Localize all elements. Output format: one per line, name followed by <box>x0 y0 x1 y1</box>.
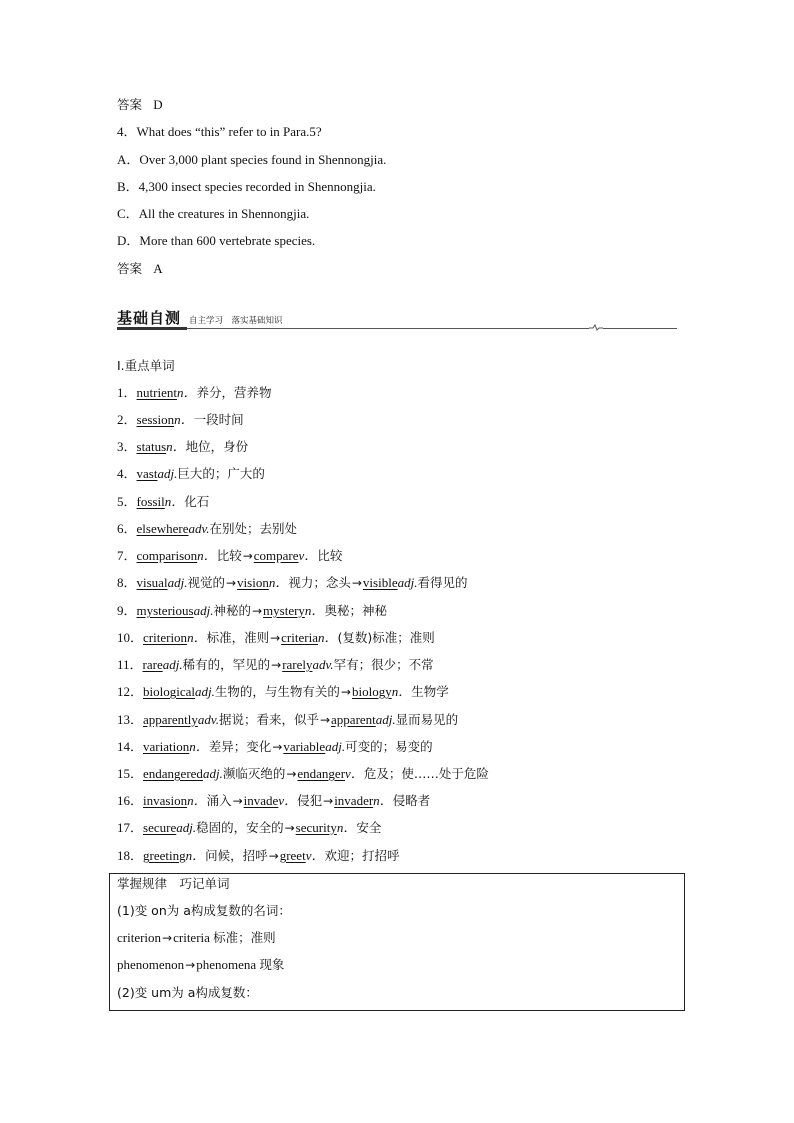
section-rule <box>187 328 677 329</box>
vocab-number: 17． <box>117 820 144 835</box>
vocab-item <box>117 385 271 401</box>
vocab-pos: adj. <box>176 820 197 835</box>
vocab-word: endangered <box>143 766 203 781</box>
vocab-derived-meaning: 可变的；易变的 <box>345 739 433 754</box>
vocab-word: nutrient <box>136 385 177 400</box>
vocab-derived-word: criteria <box>281 630 318 645</box>
vocab-number: 12． <box>117 684 144 699</box>
vocab-word: mysterious <box>136 603 194 618</box>
vocab-pos: n． <box>189 739 209 754</box>
vocab-word: status <box>136 439 167 454</box>
vocab-derived-meaning: 罕有；很少；不常 <box>333 657 434 672</box>
vocab-derived-word: variable <box>283 739 326 754</box>
vocab-derived-pos: n． <box>317 630 338 645</box>
vocab-derived-word: invader <box>334 793 374 808</box>
vocab-pos: n． <box>187 630 207 645</box>
example-1-to: criteria <box>173 930 210 945</box>
right-arrow-icon: → <box>162 931 173 945</box>
vocab-word: invasion <box>143 793 188 808</box>
vocab-pos: adv. <box>188 521 210 536</box>
vocab-derived-meaning: 显而易见的 <box>395 712 459 727</box>
wave-divider-icon <box>589 323 603 331</box>
rule-2 <box>117 985 258 1001</box>
vocab-heading: Ⅰ.重点单词 <box>117 358 175 373</box>
vocab-meaning: 濒临灭绝的 <box>222 766 286 781</box>
vocab-word: session <box>136 412 175 427</box>
vocab-derived-meaning: 危及；使……处于危险 <box>363 766 489 781</box>
vocab-pos: adj. <box>195 684 215 699</box>
option-c: C．All the creatures in Shennongjia. <box>117 206 310 221</box>
vocab-word: fossil <box>136 494 165 509</box>
vocab-derived-pos: v． <box>305 848 325 863</box>
vocab-meaning: 问候，招呼 <box>205 848 268 863</box>
vocab-meaning: 稳固的，安全的 <box>196 820 284 835</box>
vocab-word: secure <box>143 820 177 835</box>
vocab-number: 3． <box>117 439 137 454</box>
vocab-pos: adj. <box>193 603 214 618</box>
answer-line-4 <box>117 261 163 277</box>
example-1 <box>117 930 276 946</box>
vocab-meaning: 比较 <box>216 548 242 563</box>
option-d: D．More than 600 vertebrate species. <box>117 233 316 248</box>
vocab-item <box>117 439 248 455</box>
vocab-item <box>117 739 433 755</box>
vocab-item <box>117 575 467 591</box>
vocab-number: 8． <box>117 575 137 590</box>
example-1-meaning: 标准；准则 <box>213 930 276 945</box>
vocab-number: 13． <box>117 712 144 727</box>
vocab-meaning: 养分，营养物 <box>196 385 272 400</box>
vocab-derived-meaning: 安全 <box>356 820 382 835</box>
rule-1 <box>117 903 291 919</box>
vocab-derived-pos: v． <box>278 793 298 808</box>
vocab-derived-meaning: 欢迎；打招呼 <box>324 848 400 863</box>
vocab-item <box>117 793 430 809</box>
vocab-derived-pos: n． <box>336 820 357 835</box>
vocab-derived-pos: n． <box>268 575 289 590</box>
vocab-pos: n． <box>166 439 186 454</box>
vocab-derived-meaning: 看得见的 <box>417 575 468 590</box>
vocab-number: 11． <box>117 657 143 672</box>
vocab-number: 2． <box>117 412 137 427</box>
vocab-meaning: 标准，准则 <box>206 630 270 645</box>
vocab-word: vast <box>136 466 158 481</box>
vocab-derived-meaning: 视力；念头 <box>288 575 351 590</box>
vocab-meaning: 神秘的 <box>213 603 251 618</box>
vocab-word: criterion <box>143 630 188 645</box>
answer-label: 答案 <box>117 97 143 112</box>
vocab-meaning: 一段时间 <box>193 412 244 427</box>
vocab-derived-pos: adv. <box>312 657 334 672</box>
vocab-number: 1． <box>117 385 137 400</box>
vocab-meaning: 稀有的，罕见的 <box>182 657 271 672</box>
answer-label: 答案 <box>117 261 143 276</box>
vocab-derived-word: compare <box>253 548 299 563</box>
vocab-meaning: 化石 <box>184 494 210 509</box>
vocab-number: 15． <box>117 766 144 781</box>
answer-value: D <box>153 97 163 112</box>
vocab-pos: n． <box>187 793 207 808</box>
vocab-item <box>117 848 399 864</box>
vocab-number: 5． <box>117 494 137 509</box>
example-2-from: phenomenon <box>117 957 185 972</box>
vocab-word: apparently <box>143 712 198 727</box>
answer-line-3 <box>117 97 163 113</box>
vocab-pos: adj. <box>202 766 223 781</box>
vocab-item <box>117 820 381 836</box>
vocab-word: visual <box>136 575 168 590</box>
example-1-from: criterion <box>117 930 162 945</box>
vocab-meaning: 据说；看来，似乎 <box>218 712 319 727</box>
vocab-derived-pos: n． <box>373 793 393 808</box>
vocab-derived-word: vision <box>237 575 269 590</box>
right-arrow-icon: → <box>340 685 351 699</box>
vocab-item <box>117 521 297 537</box>
option-a: A．Over 3,000 plant species found in Shennongjia. <box>117 152 387 167</box>
vocab-number: 18． <box>117 848 144 863</box>
vocab-number: 14． <box>117 739 144 754</box>
vocab-number: 4． <box>117 466 137 481</box>
vocab-meaning: 视觉的 <box>187 575 225 590</box>
right-arrow-icon: → <box>351 576 362 590</box>
vocab-meaning: 巨大的；广大的 <box>177 466 265 481</box>
vocab-pos: adj. <box>167 575 188 590</box>
vocab-pos: adv. <box>197 712 219 727</box>
vocab-number: 7． <box>117 548 137 563</box>
vocab-derived-meaning: (复数)标准；准则 <box>337 630 435 645</box>
vocab-meaning: 涌入 <box>206 793 232 808</box>
vocab-pos: n． <box>164 494 185 509</box>
vocab-derived-word: biology <box>351 684 392 699</box>
example-2 <box>117 957 284 973</box>
vocab-derived-meaning: 侵略者 <box>392 793 431 808</box>
vocab-derived-word: endanger <box>297 766 346 781</box>
right-arrow-icon: → <box>232 794 243 808</box>
vocab-pos: n． <box>185 848 206 863</box>
vocab-derived-word: rarely <box>282 657 313 672</box>
section-title-bar <box>117 327 187 330</box>
vocab-derived-word: visible <box>362 575 398 590</box>
vocab-word: biological <box>143 684 196 699</box>
right-arrow-icon: → <box>272 740 283 754</box>
right-arrow-icon: → <box>225 576 237 590</box>
vocab-pos: n． <box>174 412 194 427</box>
section-title: 基础自测 <box>117 309 182 327</box>
right-arrow-icon: → <box>270 631 281 645</box>
vocab-derived-word: greet <box>279 848 306 863</box>
vocab-item <box>117 766 489 782</box>
question-4: 4．What does “this” refer to in Para.5? <box>117 124 322 139</box>
vocab-item <box>117 657 434 673</box>
vocab-derived-pos: v． <box>298 548 318 563</box>
vocab-item <box>117 412 244 428</box>
vocab-word: greeting <box>143 848 186 863</box>
example-2-meaning: 现象 <box>259 957 285 972</box>
vocab-word: variation <box>143 739 190 754</box>
vocab-word: elsewhere <box>136 521 189 536</box>
vocab-derived-pos: v． <box>345 766 364 781</box>
vocab-derived-pos: n． <box>304 603 325 618</box>
section-header <box>117 305 677 331</box>
rule-2-text: (2)变 um为 a构成复数： <box>117 985 258 1000</box>
right-arrow-icon: → <box>286 767 297 781</box>
example-2-to: phenomena <box>196 957 257 972</box>
vocab-word: rare <box>142 657 163 672</box>
right-arrow-icon: → <box>271 658 282 672</box>
vocab-word: comparison <box>136 548 198 563</box>
vocab-meaning: 生物的，与生物有关的 <box>214 684 340 699</box>
tips-box-title: 掌握规律 巧记单词 <box>117 876 230 891</box>
vocab-derived-word: security <box>295 820 337 835</box>
vocab-derived-pos: adj. <box>375 712 396 727</box>
vocab-meaning: 差异；变化 <box>208 739 272 754</box>
right-arrow-icon: → <box>268 849 279 863</box>
vocab-item <box>117 494 209 510</box>
vocab-derived-word: mystery <box>263 603 305 618</box>
vocab-number: 10． <box>117 630 144 645</box>
vocab-derived-word: apparent <box>331 712 376 727</box>
vocab-derived-word: invade <box>243 793 279 808</box>
vocab-pos: adj. <box>162 657 183 672</box>
vocab-meaning: 地位，身份 <box>185 439 249 454</box>
option-b: B．4,300 insect species recorded in Shennongjia. <box>117 179 376 194</box>
right-arrow-icon: → <box>323 794 334 808</box>
vocab-item <box>117 548 342 564</box>
vocab-item <box>117 466 265 482</box>
vocab-derived-pos: adj. <box>325 739 346 754</box>
vocab-meaning: 在别处；去别处 <box>209 521 298 536</box>
vocab-item <box>117 684 449 700</box>
vocab-derived-meaning: 生物学 <box>411 684 449 699</box>
vocab-pos: n． <box>176 385 197 400</box>
right-arrow-icon: → <box>319 713 331 727</box>
answer-value: A <box>153 261 163 276</box>
section-subtitle: 自主学习 落实基础知识 <box>189 316 283 326</box>
vocab-item <box>117 603 387 619</box>
vocab-number: 16． <box>117 793 144 808</box>
vocab-item <box>117 712 458 728</box>
vocab-pos: adj. <box>157 466 178 481</box>
vocab-derived-pos: n． <box>391 684 412 699</box>
right-arrow-icon: → <box>251 604 263 618</box>
vocab-number: 9． <box>117 603 137 618</box>
right-arrow-icon: → <box>185 958 196 972</box>
vocab-derived-pos: adj. <box>397 575 418 590</box>
vocab-item <box>117 630 435 646</box>
right-arrow-icon: → <box>242 549 253 563</box>
vocab-derived-meaning: 侵犯 <box>297 793 323 808</box>
vocab-pos: n． <box>197 548 217 563</box>
vocab-derived-meaning: 奥秘；神秘 <box>324 603 387 618</box>
vocab-number: 6． <box>117 521 137 536</box>
rule-1-text: (1)变 on为 a构成复数的名词： <box>117 903 291 918</box>
right-arrow-icon: → <box>284 821 295 835</box>
vocab-derived-meaning: 比较 <box>317 548 343 563</box>
